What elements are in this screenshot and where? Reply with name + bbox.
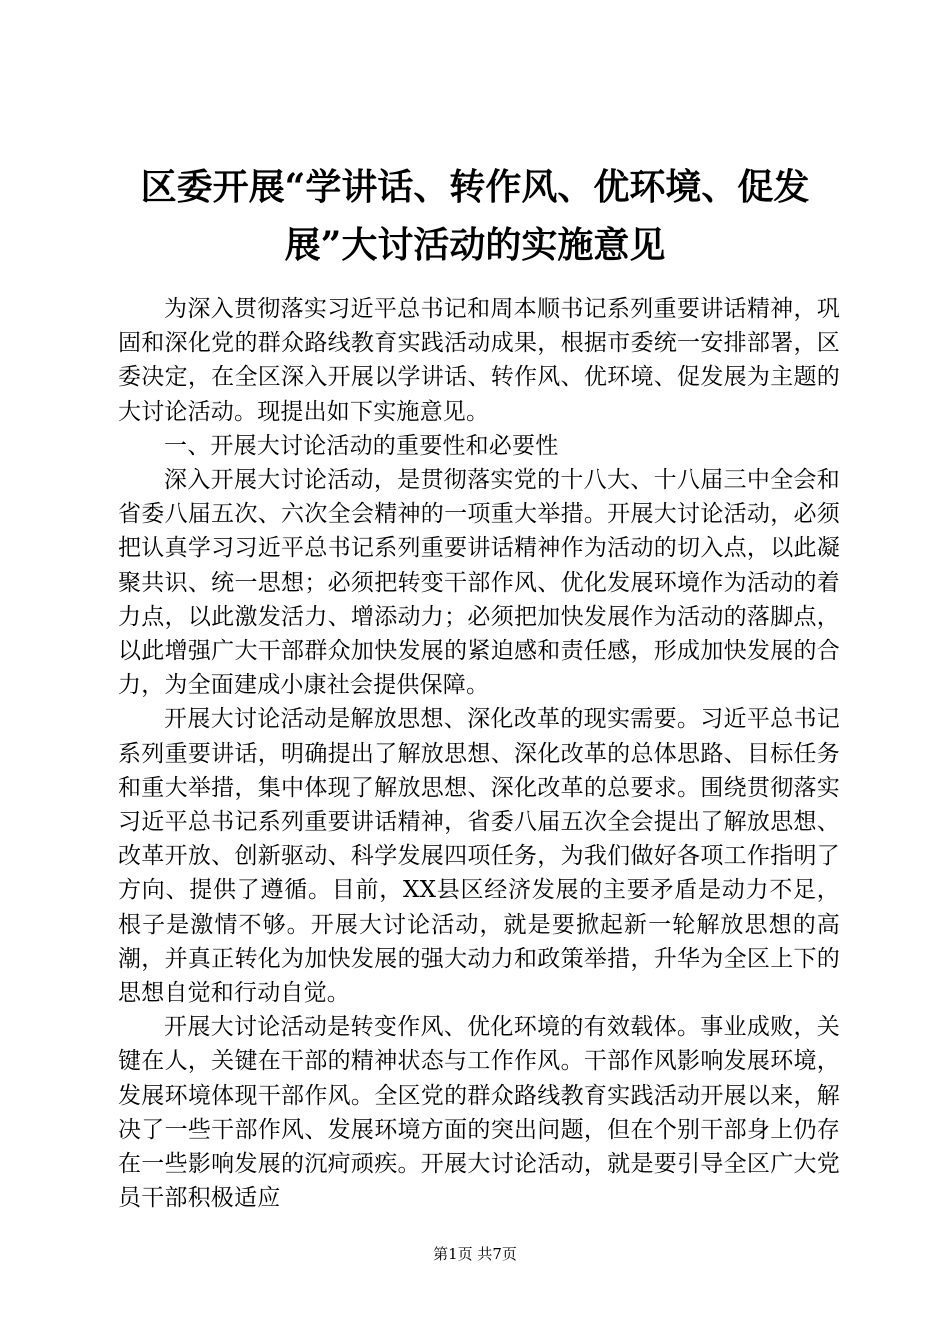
page-footer: 第1页 共7页: [433, 1245, 517, 1263]
paragraph: 开展大讨论活动是解放思想、深化改革的现实需要。习近平总书记系列重要讲话，明确提出了解放思想、深化改革的总体思路、目标任务和重大举措，集中体现了解放思想、深化改革的总要求。围绕贯彻落实习近平总书记系列重要讲话精神，省委八届五次全会提出了解放思想、改革开放、创新驱动、科学发展四项任务，为我们做好各项工作指明了方向、提供了遵循。目前，XX县区经济发展的主要矛盾是动力不足，根子是激情不够。开展大讨论活动，就是要掀起新一轮解放思想的高潮，并真正转化为加快发展的强大动力和政策举措，升华为全区上下的思想自觉和行动自觉。: [118, 706, 840, 1007]
section-heading: 一、开展大讨论活动的重要性和必要性: [164, 432, 559, 459]
paragraph-intro: 为深入贯彻落实习近平总书记和周本顺书记系列重要讲话精神，巩固和深化党的群众路线教育实践活动成果，根据市委统一安排部署，区委决定，在全区深入开展以学讲话、转作风、优环境、促发展为主题的大讨论活动。现提出如下实施意见。: [118, 296, 840, 425]
title-line-2: 展”大讨活动的实施意见: [284, 224, 666, 266]
title-line-1: 区委开展“学讲话、转作风、优环境、促发: [140, 166, 810, 208]
document-title: [110, 158, 840, 274]
document-body: [118, 292, 840, 1215]
paragraph: 深入开展大讨论活动，是贯彻落实党的十八大、十八届三中全会和省委八届五次、六次全会精神的一项重大举措。开展大讨论活动，必须把认真学习习近平总书记系列重要讲话精神作为活动的切入点，以此凝聚共识、统一思想；必须把转变干部作风、优化发展环境作为活动的着力点，以此激发活力、增添动力；必须把加快发展作为活动的落脚点，以此增强广大干部群众加快发展的紧迫感和责任感，形成加快发展的合力，为全面建成小康社会提供保障。: [118, 467, 840, 699]
paragraph: 开展大讨论活动是转变作风、优化环境的有效载体。事业成败，关键在人，关键在干部的精神状态与工作作风。干部作风影响发展环境，发展环境体现干部作风。全区党的群众路线教育实践活动开展以来，解决了一些干部作风、发展环境方面的突出问题，但在个别干部身上仍存在一些影响发展的沉疴顽疾。开展大讨论活动，就是要引导全区广大党员干部积极适应: [118, 1014, 840, 1212]
